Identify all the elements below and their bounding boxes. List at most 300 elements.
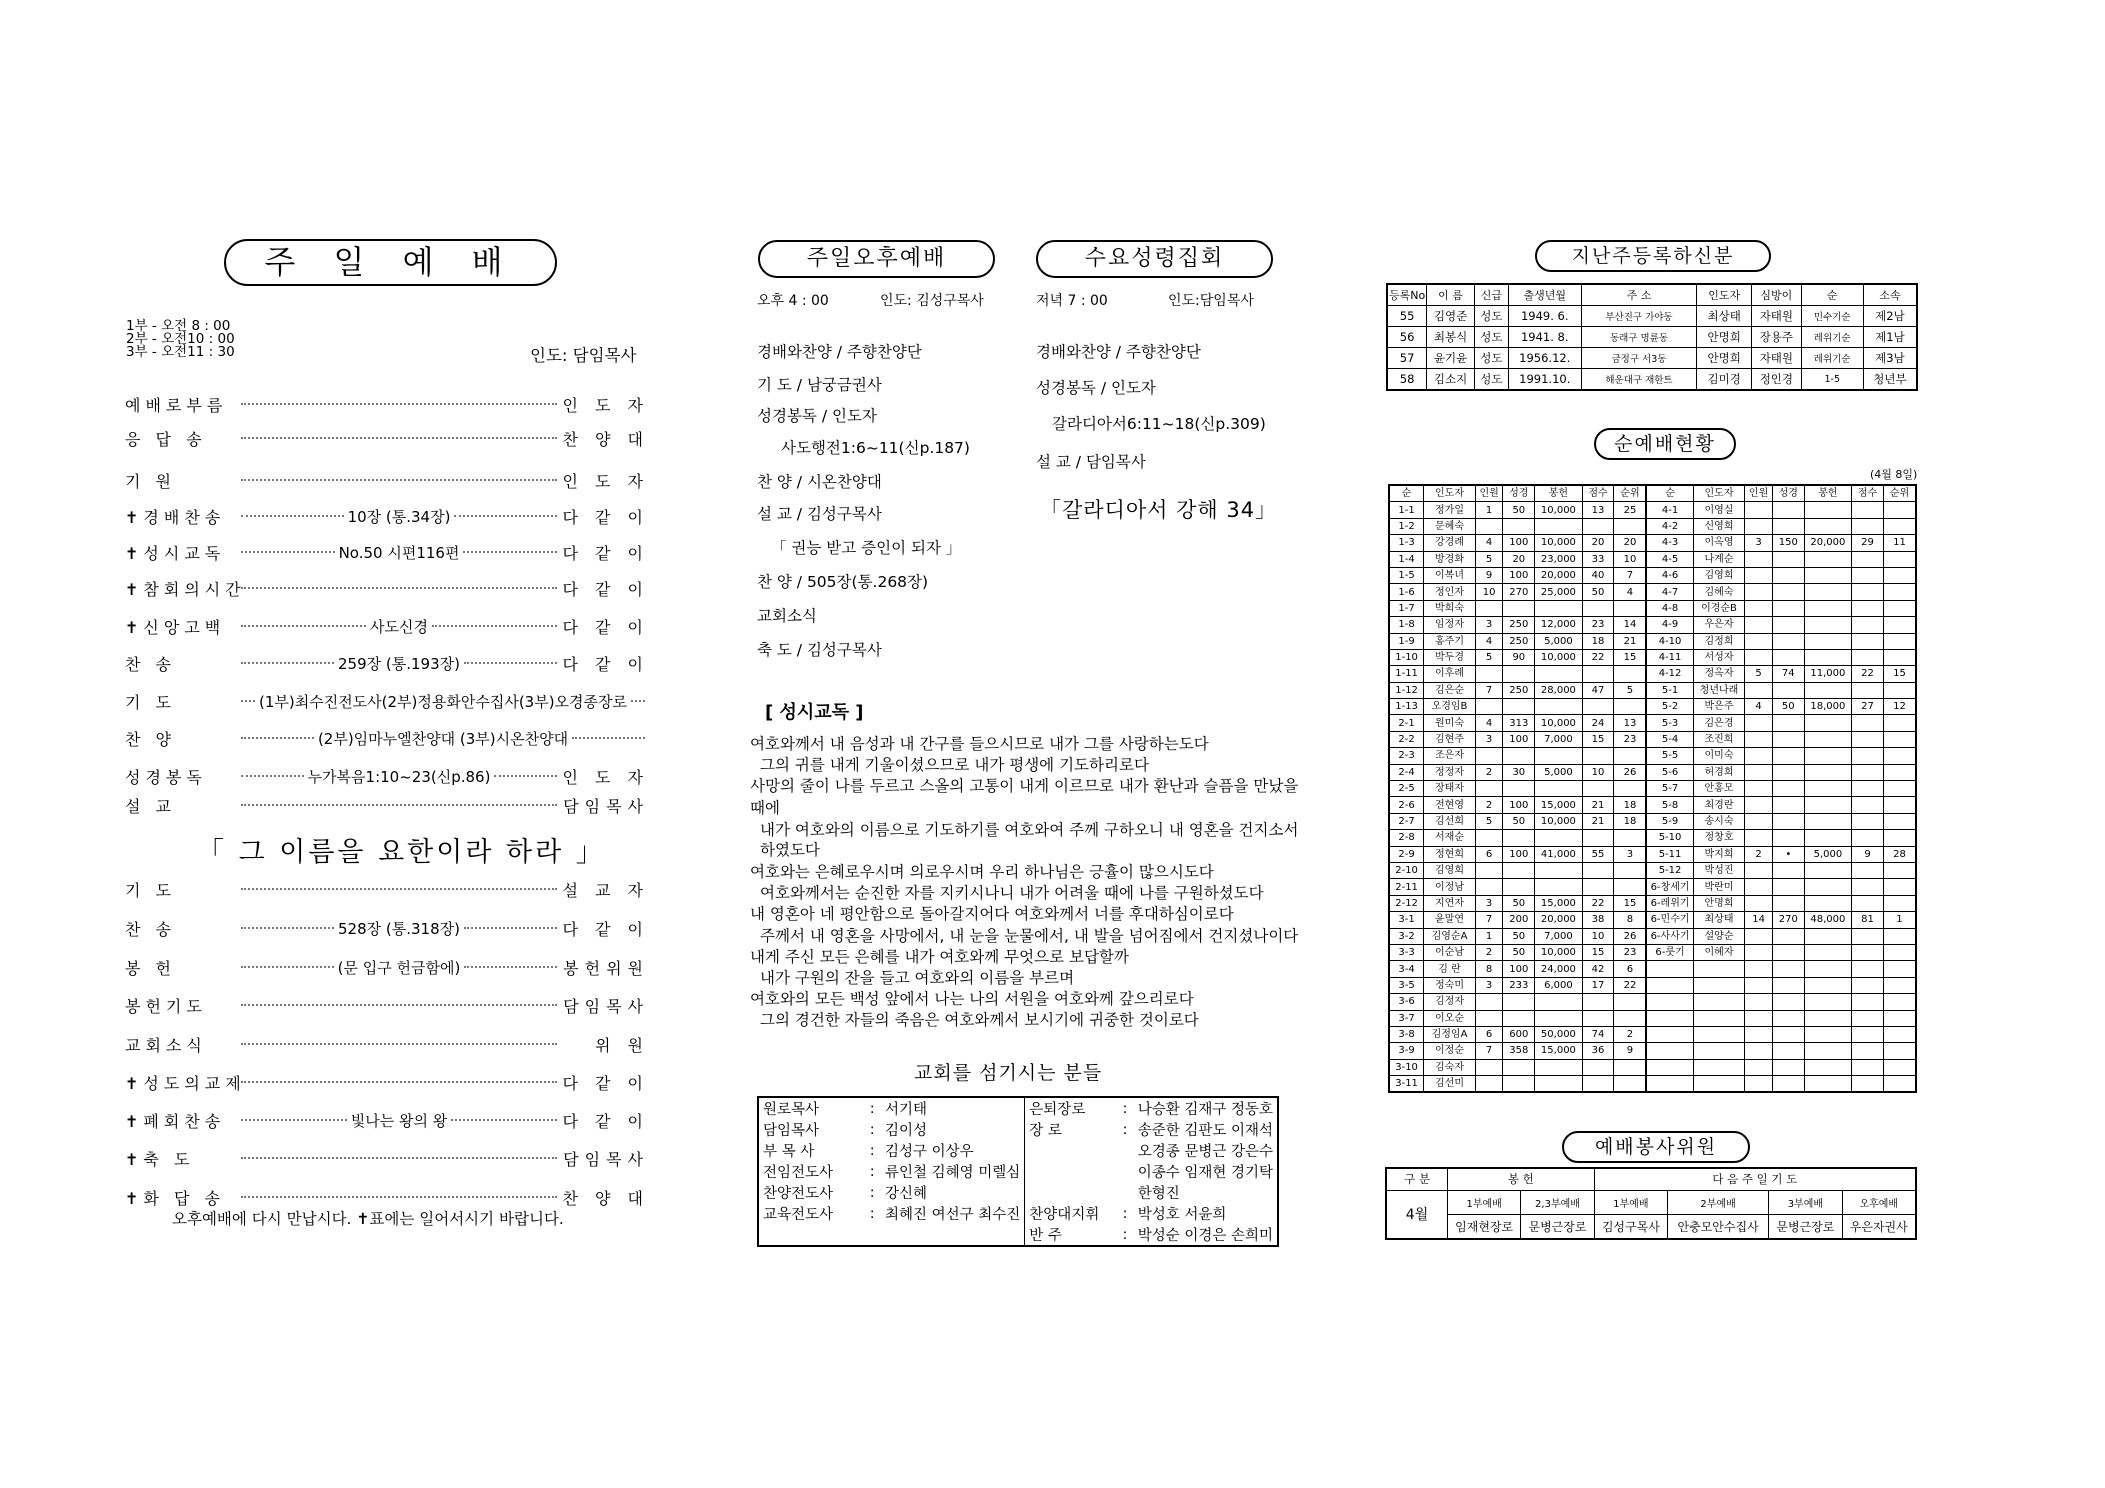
att-cell: 이정남 [1424, 879, 1476, 895]
att-cell: 8 [1475, 961, 1503, 977]
att-cell [1745, 617, 1773, 633]
att-cell: 100 [1503, 567, 1535, 583]
att-cell: 1 [1475, 502, 1503, 518]
att-cell: 김정자 [1424, 994, 1476, 1010]
att-cell [1535, 1076, 1582, 1093]
att-cell: 4-2 [1646, 518, 1693, 534]
att-cell [1772, 748, 1804, 764]
att-cell [1852, 633, 1884, 649]
att-cell: 10 [1582, 764, 1614, 780]
reg-cell: 김소지 [1427, 369, 1475, 391]
program-line: 설 교 / 김성구목사 [757, 505, 882, 523]
att-cell [1503, 862, 1535, 878]
att-header: 점수 [1852, 485, 1884, 502]
att-cell [1772, 862, 1804, 878]
reg-cell: 1941. 8. [1508, 327, 1581, 348]
att-cell: 이정순 [1424, 1043, 1476, 1059]
order-detail: No.50 시편116편 [338, 543, 460, 562]
att-cell: 23 [1614, 731, 1646, 747]
reading-title: [ 성시교독 ] [765, 702, 864, 723]
att-cell [1772, 944, 1804, 960]
att-cell: 정옥자 [1693, 666, 1745, 682]
att-cell [1614, 699, 1646, 715]
att-cell: 우은자 [1693, 617, 1745, 633]
att-cell [1883, 584, 1916, 600]
att-cell [1852, 617, 1884, 633]
order-who: 담임목사 [563, 796, 649, 816]
att-cell: 5 [1475, 551, 1503, 567]
att-cell [1535, 862, 1582, 878]
reg-cell: 안명희 [1697, 348, 1752, 369]
att-cell [1475, 1076, 1503, 1093]
program-line: 사망의 줄이 나를 두르고 스올의 고통이 내게 이르므로 내가 환난과 슬픔을 만났을 [750, 777, 1299, 795]
att-cell: 28 [1883, 846, 1916, 862]
att-cell: 2-2 [1389, 731, 1424, 747]
att-cell: 33 [1582, 551, 1614, 567]
order-who: 인 도 자 [562, 471, 649, 491]
att-cell: 4 [1475, 535, 1503, 551]
att-cell: 270 [1503, 584, 1535, 600]
att-cell: 3-11 [1389, 1076, 1424, 1093]
att-cell: 이순남 [1424, 944, 1476, 960]
order-item [125, 877, 649, 901]
att-cell [1614, 1076, 1646, 1093]
leader-dots [237, 506, 561, 527]
att-cell: 2-7 [1389, 813, 1424, 829]
staff-role: 전임전도사 [763, 1165, 834, 1181]
leader-dots [237, 1081, 561, 1083]
table-row [1389, 748, 1916, 764]
att-cell [1772, 633, 1804, 649]
att-cell: 1 [1883, 912, 1916, 928]
att-cell: 5-6 [1646, 764, 1693, 780]
att-cell: 1-2 [1389, 518, 1424, 534]
att-cell [1883, 551, 1916, 567]
afternoon-leader: 인도: 김성구목사 [880, 293, 984, 309]
att-cell: 42 [1582, 961, 1614, 977]
att-cell: 3 [1475, 977, 1503, 993]
att-cell [1475, 879, 1503, 895]
att-cell: 1-11 [1389, 666, 1424, 682]
att-cell: 17 [1582, 977, 1614, 993]
att-cell: 74 [1582, 1026, 1614, 1042]
att-cell [1614, 600, 1646, 616]
att-cell [1883, 764, 1916, 780]
att-cell: 5-10 [1646, 830, 1693, 846]
att-cell: 5-4 [1646, 731, 1693, 747]
att-cell: 50 [1503, 944, 1535, 960]
att-cell: 1-7 [1389, 600, 1424, 616]
att-cell [1503, 748, 1535, 764]
att-cell [1772, 551, 1804, 567]
order-item [125, 1032, 649, 1056]
att-cell: 2-10 [1389, 862, 1424, 878]
att-cell [1745, 682, 1773, 698]
att-cell: 정숙미 [1424, 977, 1476, 993]
staff-names: 류인철 김혜영 미렐심 [881, 1161, 1025, 1182]
att-cell: 1-3 [1389, 535, 1424, 551]
att-cell: • [1772, 846, 1804, 862]
att-cell: 24 [1582, 715, 1614, 731]
staff-row: 전임전도사 : 류인철 김혜영 미렐심 이종수 임재현 경기탁 [758, 1161, 1278, 1182]
program-line: 설 교 / 담임목사 [1036, 453, 1146, 471]
staff-names: 나승환 김재구 정동호 [1137, 1102, 1273, 1118]
leader-dots [237, 888, 561, 890]
att-cell: 50,000 [1535, 1026, 1582, 1042]
program-line: 내게 주신 모든 은혜를 내가 여호와께 무엇으로 보답할까 [750, 948, 1129, 966]
reg-cell: 동래구 명륜동 [1581, 327, 1697, 348]
reg-cell: 1-5 [1801, 369, 1863, 391]
att-cell: 2 [1475, 944, 1503, 960]
att-cell: 50 [1503, 895, 1535, 911]
att-cell [1883, 518, 1916, 534]
reg-cell: 레위기순 [1801, 348, 1863, 369]
att-cell: 4-1 [1646, 502, 1693, 518]
att-cell [1475, 1010, 1503, 1026]
att-cell: 나계순 [1693, 551, 1745, 567]
att-cell [1883, 682, 1916, 698]
att-cell [1772, 518, 1804, 534]
staff-names: 송준한 김판도 이재석 [1137, 1123, 1273, 1139]
reg-cell: 최상태 [1697, 306, 1752, 327]
att-cell [1614, 830, 1646, 846]
att-cell: 22 [1852, 666, 1884, 682]
att-cell: 오경임B [1424, 699, 1476, 715]
att-cell [1852, 879, 1884, 895]
leader-dots [237, 1157, 561, 1159]
att-cell [1582, 1076, 1614, 1093]
att-header: 순위 [1883, 485, 1916, 502]
att-cell: 22 [1582, 895, 1614, 911]
att-cell: 김영희 [1693, 567, 1745, 583]
att-cell: 313 [1503, 715, 1535, 731]
att-cell [1772, 813, 1804, 829]
att-cell [1614, 879, 1646, 895]
att-cell: 358 [1503, 1043, 1535, 1059]
reg-cell: 성도 [1474, 348, 1508, 369]
vol-sub-row [1386, 1190, 1916, 1214]
reg-cell: 자태원 [1752, 348, 1801, 369]
att-cell [1804, 944, 1851, 960]
order-detail: 빛나는 왕의 왕 [350, 1111, 448, 1130]
att-cell: 5 [1475, 813, 1503, 829]
att-cell [1503, 518, 1535, 534]
att-cell [1772, 682, 1804, 698]
att-cell [1852, 928, 1884, 944]
att-cell: 10,000 [1535, 649, 1582, 665]
table-row [1389, 912, 1916, 928]
wednesday-time: 저녁 7 : 00 [1036, 293, 1108, 309]
wednesday-leader: 인도:담임목사 [1168, 293, 1254, 309]
att-cell [1772, 879, 1804, 895]
table-row [1389, 551, 1916, 567]
staff-role: 교육전도사 [763, 1207, 834, 1223]
att-cell [1503, 600, 1535, 616]
program-line: 내 영혼아 네 평안함으로 돌아갈지어다 여호와께서 너를 후대하심이로다 [750, 905, 1234, 923]
att-cell: 김정희 [1693, 633, 1745, 649]
att-cell [1883, 600, 1916, 616]
att-cell [1804, 682, 1851, 698]
att-cell [1852, 502, 1884, 518]
program-line: 성경봉독 / 인도자 [1036, 379, 1156, 397]
att-cell: 2 [1745, 846, 1773, 862]
att-cell: 3-10 [1389, 1059, 1424, 1075]
att-header: 점수 [1582, 485, 1614, 502]
att-cell [1745, 600, 1773, 616]
att-cell [1475, 830, 1503, 846]
att-cell [1582, 781, 1614, 797]
att-cell: 10,000 [1535, 715, 1582, 731]
att-cell: 4-10 [1646, 633, 1693, 649]
afternoon-title: 주일오후예배 [758, 240, 995, 278]
order-who: 설 교 자 [562, 880, 649, 900]
att-cell [1804, 879, 1851, 895]
reg-cell: 정인경 [1752, 369, 1801, 391]
program-line: 내가 여호와의 이름으로 기도하기를 여호와여 주께 구하오니 내 영혼을 건지소서 [760, 821, 1299, 839]
att-cell: 원미숙 [1424, 715, 1476, 731]
att-cell [1883, 797, 1916, 813]
reg-cell: 1956.12. [1508, 348, 1581, 369]
leader-dots [237, 653, 561, 674]
registration-table [1386, 283, 1918, 391]
leader-dots [237, 1196, 561, 1198]
att-cell [1883, 862, 1916, 878]
att-cell: 안홍모 [1693, 781, 1745, 797]
att-cell [1804, 895, 1851, 911]
table-row [1387, 348, 1917, 369]
reg-cell: 금정구 서3동 [1581, 348, 1697, 369]
att-header: 순 [1389, 485, 1424, 502]
att-cell [1772, 502, 1804, 518]
att-header: 봉헌 [1535, 485, 1582, 502]
order-item [125, 1185, 649, 1209]
registration-title: 지난주등록하신분 [1535, 240, 1771, 272]
att-cell [1852, 944, 1884, 960]
att-cell: 4-6 [1646, 567, 1693, 583]
att-cell [1535, 600, 1582, 616]
order-item [125, 793, 649, 817]
att-cell [1475, 994, 1503, 1010]
reg-cell: 레위기순 [1801, 327, 1863, 348]
table-row [1389, 862, 1916, 878]
att-cell: 21 [1582, 797, 1614, 813]
att-cell [1745, 830, 1773, 846]
att-cell: 지연자 [1424, 895, 1476, 911]
order-label: 예배로부름 [125, 395, 228, 415]
att-cell [1503, 879, 1535, 895]
att-cell: 20,000 [1804, 535, 1851, 551]
att-cell [1503, 1010, 1535, 1026]
att-cell: 이복녀 [1424, 567, 1476, 583]
program-line: 기 도 / 남궁금권사 [757, 376, 882, 394]
att-cell [1883, 879, 1916, 895]
staff-title: 교회를 섬기시는 분들 [914, 1062, 1103, 1084]
att-cell: 50 [1582, 584, 1614, 600]
program-line: 갈라디아서6:11~18(신p.309) [1052, 415, 1266, 433]
att-cell: 26 [1614, 764, 1646, 780]
att-cell: 1-9 [1389, 633, 1424, 649]
att-cell: 문혜숙 [1424, 518, 1476, 534]
att-cell: 20,000 [1535, 912, 1582, 928]
att-cell [1745, 748, 1773, 764]
table-row [1389, 617, 1916, 633]
vol-sub: 2부예배 [1667, 1190, 1768, 1214]
order-label: ✝신앙고백 [125, 617, 226, 637]
vol-value: 문병근장로 [1521, 1214, 1594, 1239]
att-cell: 250 [1503, 617, 1535, 633]
order-detail: 사도신경 [370, 617, 428, 636]
leader-dots [237, 1043, 561, 1045]
att-cell: 김은경 [1693, 715, 1745, 731]
program-line: 찬 양 / 505장(통.268장) [757, 573, 929, 591]
att-cell: 이혜자 [1693, 944, 1745, 960]
att-cell [1772, 731, 1804, 747]
att-cell: 1 [1475, 928, 1503, 944]
att-header: 인원 [1475, 485, 1503, 502]
staff-names: 김이성 [881, 1119, 1025, 1140]
att-cell [1804, 502, 1851, 518]
att-cell: 9 [1614, 1043, 1646, 1059]
order-label: 성경봉독 [125, 767, 207, 787]
att-cell: 250 [1503, 633, 1535, 649]
reg-cell: 제2남 [1863, 306, 1917, 327]
order-who: 다 같 이 [562, 1111, 649, 1131]
vol-value: 문병근장로 [1769, 1214, 1842, 1239]
att-cell: 23,000 [1535, 551, 1582, 567]
att-cell: 이영실 [1693, 502, 1745, 518]
table-row [1389, 682, 1916, 698]
att-cell: 서재순 [1424, 830, 1476, 846]
att-cell [1852, 584, 1884, 600]
program-line: 하였도다 [760, 841, 820, 859]
att-cell [1745, 944, 1773, 960]
staff-row: 원로목사 : 서기태 은퇴장로 : 나승환 김재구 정동호 [758, 1097, 1278, 1119]
vol-sub: 3부예배 [1769, 1190, 1842, 1214]
att-cell [1745, 928, 1773, 944]
table-row [1389, 961, 1916, 977]
reg-header-row [1387, 284, 1917, 306]
program-line: 때에 [750, 799, 780, 817]
program-line: 그의 경건한 자들의 죽음은 여호와께서 보시기에 귀중한 것이로다 [760, 1011, 1199, 1029]
att-cell [1883, 502, 1916, 518]
vol-sub: 1부예배 [1448, 1190, 1521, 1214]
att-cell: 홍주기 [1424, 633, 1476, 649]
table-row [1389, 879, 1916, 895]
att-cell: 2-12 [1389, 895, 1424, 911]
staff-row: 반 주 : 박성순 이경은 손희미 [758, 1224, 1278, 1246]
table-row [1389, 666, 1916, 682]
att-cell [1745, 731, 1773, 747]
att-cell [1475, 748, 1503, 764]
att-cell: 3-6 [1389, 994, 1424, 1010]
program-line: 「 권능 받고 증인이 되자 」 [771, 539, 962, 557]
att-header: 인원 [1745, 485, 1773, 502]
order-item [125, 955, 649, 979]
att-cell [1582, 830, 1614, 846]
order-label: 기 원 [125, 471, 176, 491]
att-cell [1772, 830, 1804, 846]
order-label: ✝성도의교제 [125, 1073, 246, 1093]
table-row [1389, 944, 1916, 960]
staff-role: 은퇴장로 [1029, 1102, 1086, 1118]
att-cell [1804, 797, 1851, 813]
att-cell: 10,000 [1535, 502, 1582, 518]
order-label: ✝성시교독 [125, 543, 226, 563]
att-cell: 9 [1475, 567, 1503, 583]
att-cell [1745, 781, 1773, 797]
att-cell [1804, 600, 1851, 616]
att-cell [1582, 879, 1614, 895]
att-cell: 방경화 [1424, 551, 1476, 567]
order-item [125, 392, 649, 416]
att-cell [1804, 830, 1851, 846]
order-item [125, 726, 649, 750]
att-header: 인도자 [1693, 485, 1745, 502]
att-cell [1614, 1059, 1646, 1075]
order-label: ✝경배찬송 [125, 507, 226, 527]
reg-cell: 1991.10. [1508, 369, 1581, 391]
att-cell: 5,000 [1804, 846, 1851, 862]
att-cell [1614, 518, 1646, 534]
att-header-row [1389, 485, 1916, 502]
att-cell: 15,000 [1535, 1043, 1582, 1059]
table-row [1389, 895, 1916, 911]
att-cell: 14 [1745, 912, 1773, 928]
att-cell: 김현주 [1424, 731, 1476, 747]
att-cell: 김영희 [1424, 862, 1476, 878]
att-cell [1745, 764, 1773, 780]
table-row [1389, 731, 1916, 747]
att-cell: 김정임A [1424, 1026, 1476, 1042]
staff-row: 부 목 사 : 김성구 이상우 오경종 문병근 강은수 [758, 1140, 1278, 1161]
staff-names: 박성순 이경은 손희미 [1137, 1228, 1273, 1244]
vol-gubun: 구 분 [1386, 1168, 1448, 1190]
order-label: 기 도 [125, 692, 176, 712]
att-cell: 2 [1475, 797, 1503, 813]
leader-dots [237, 804, 561, 806]
att-cell [1852, 682, 1884, 698]
att-cell [1535, 994, 1582, 1010]
staff-role: 찬양전도사 [763, 1186, 834, 1202]
order-who: 찬 양 대 [562, 429, 649, 449]
att-cell [1804, 518, 1851, 534]
att-cell [1582, 994, 1614, 1010]
att-cell [1503, 994, 1535, 1010]
att-cell [1475, 699, 1503, 715]
vol-value: 우은자권사 [1842, 1214, 1916, 1239]
att-cell: 36 [1582, 1043, 1614, 1059]
leader-dots [237, 479, 561, 481]
table-row [1389, 715, 1916, 731]
att-cell: 8 [1614, 912, 1646, 928]
att-cell [1772, 928, 1804, 944]
att-cell: 233 [1503, 977, 1535, 993]
order-detail: 누가복음1:10~23(신p.86) [307, 767, 491, 786]
order-who: 다 같 이 [562, 654, 649, 674]
att-cell: 5,000 [1535, 633, 1582, 649]
reg-cell: 성도 [1474, 369, 1508, 391]
staff-role: 부 목 사 [763, 1144, 815, 1160]
att-cell: 38 [1582, 912, 1614, 928]
att-cell: 2-6 [1389, 797, 1424, 813]
att-cell [1852, 813, 1884, 829]
staff-names: 김성구 이상우 [881, 1140, 1025, 1161]
att-cell: 18,000 [1804, 699, 1851, 715]
att-cell: 26 [1614, 928, 1646, 944]
att-cell: 12,000 [1535, 617, 1582, 633]
order-label: ✝축 도 [125, 1149, 195, 1169]
att-cell: 100 [1503, 961, 1535, 977]
